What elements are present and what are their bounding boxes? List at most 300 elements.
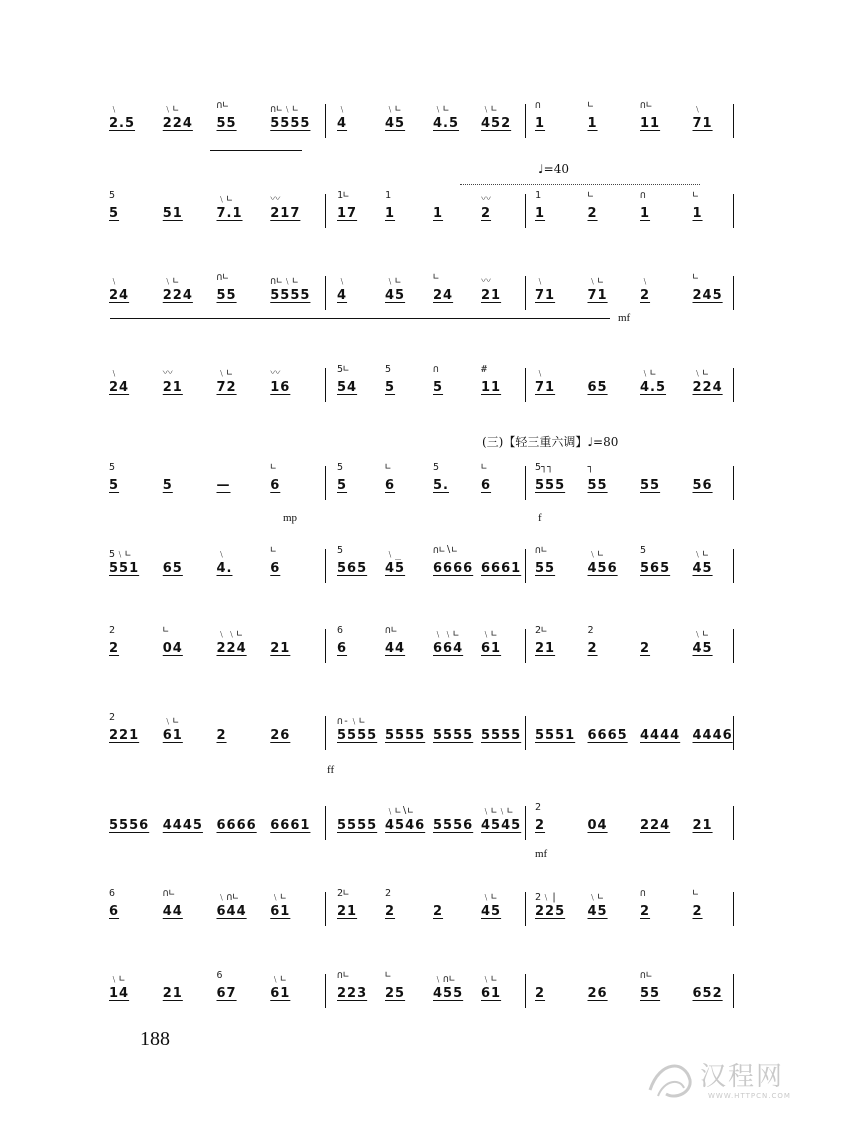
- note-group: 26: [270, 728, 291, 743]
- note-group: 71: [535, 288, 556, 303]
- note-group: 456: [587, 561, 618, 576]
- note-group: 04: [587, 818, 608, 833]
- watermark-text: 汉程网: [700, 1062, 785, 1092]
- note-group: 6: [270, 561, 281, 576]
- ornament-mark: 6: [216, 970, 223, 981]
- bar-line: [525, 974, 526, 1008]
- ornament-mark: ∟: [481, 462, 488, 473]
- bar-line: [325, 974, 326, 1008]
- note-group: 223: [337, 986, 368, 1001]
- score-measure: [333, 802, 525, 846]
- note-group: 04: [162, 641, 183, 656]
- note-group: 21: [692, 818, 713, 833]
- note-group: 2: [109, 641, 120, 656]
- ornament-mark: ﹨∟: [640, 368, 657, 379]
- note-group: —: [216, 478, 231, 493]
- ornament-mark: ﹨∟: [587, 276, 604, 287]
- bar-line: [525, 549, 526, 583]
- note-group: 5551: [535, 728, 576, 743]
- score-system: [105, 462, 745, 506]
- bar-line: [325, 629, 326, 663]
- ornament-mark: ﹨∟: [270, 892, 287, 903]
- score-measure: [333, 462, 525, 506]
- ornament-mark: ﹨∟﹨∟: [481, 806, 514, 817]
- note-group: 71: [587, 288, 608, 303]
- ornament-mark: ∟: [587, 190, 594, 201]
- note-group: 4546: [385, 818, 426, 833]
- note-group: 24: [109, 380, 130, 395]
- note-group: 61: [270, 904, 291, 919]
- score-measure: [105, 545, 320, 589]
- bar-line: [733, 974, 734, 1008]
- note-group: 5.: [433, 478, 449, 493]
- crescendo-line-2: [210, 150, 302, 151]
- note-group: 21: [535, 641, 556, 656]
- ornament-mark: ﹨∟∖∟: [385, 806, 414, 817]
- note-group: 16: [270, 380, 291, 395]
- note-group: 45: [385, 288, 406, 303]
- ornament-mark: ∟: [385, 970, 392, 981]
- ornament-mark: 2: [109, 712, 116, 723]
- note-group: 17: [337, 206, 358, 221]
- ornament-mark: ﹨∟: [385, 104, 402, 115]
- score-measure: [333, 190, 525, 234]
- ornament-mark: ﹨∟: [162, 276, 179, 287]
- ornament-mark: 〰: [481, 194, 491, 205]
- score-measure: [105, 364, 320, 408]
- ornament-mark: ∟: [692, 888, 699, 899]
- ornament-mark: 2: [385, 888, 392, 899]
- score-measure: [333, 364, 525, 408]
- score-measure: [105, 100, 320, 144]
- score-measure: [531, 970, 741, 1014]
- note-group: 21: [481, 288, 502, 303]
- note-group: 4545: [481, 818, 522, 833]
- bar-line: [525, 276, 526, 310]
- note-group: 2: [640, 641, 651, 656]
- bar-line: [525, 104, 526, 138]
- ornament-mark: 5: [640, 545, 647, 556]
- bar-line: [733, 549, 734, 583]
- note-group: 21: [162, 986, 183, 1001]
- bar-line: [525, 629, 526, 663]
- note-group: 71: [692, 116, 713, 131]
- note-group: 45: [481, 904, 502, 919]
- ornament-mark: ∟: [270, 462, 277, 473]
- score-measure: [531, 190, 741, 234]
- ornament-mark: ﹨: [535, 276, 545, 287]
- note-group: 565: [337, 561, 368, 576]
- note-group: 26: [587, 986, 608, 1001]
- ornament-mark: ﹨∟: [270, 974, 287, 985]
- ornament-mark: ∩∟: [640, 100, 653, 111]
- note-group: 2: [535, 818, 546, 833]
- ornament-mark: ﹨∟: [481, 892, 498, 903]
- ornament-mark: 5: [109, 190, 116, 201]
- note-group: 61: [270, 986, 291, 1001]
- note-group: 2.5: [109, 116, 136, 131]
- bar-line: [325, 104, 326, 138]
- bar-line: [733, 629, 734, 663]
- note-group: 5: [109, 206, 120, 221]
- ornament-mark: ﹨∟: [216, 368, 233, 379]
- note-group: 5555: [337, 818, 378, 833]
- bar-line: [525, 892, 526, 926]
- score-measure: [105, 190, 320, 234]
- note-group: 54: [337, 380, 358, 395]
- note-group: 5556: [433, 818, 474, 833]
- ornament-mark: 5: [337, 462, 344, 473]
- bar-line: [733, 466, 734, 500]
- note-group: 11: [640, 116, 661, 131]
- note-group: 217: [270, 206, 301, 221]
- score-measure: [333, 545, 525, 589]
- note-group: 71: [535, 380, 556, 395]
- ornament-mark: ∟: [385, 462, 392, 473]
- note-group: 6: [337, 641, 348, 656]
- note-group: 5555: [433, 728, 474, 743]
- ornament-mark: ﹨: [640, 276, 650, 287]
- bar-line: [525, 194, 526, 228]
- dynamic-f: f: [538, 512, 542, 524]
- section-heading: (三)【轻三重六调】♩=80: [482, 435, 619, 449]
- ornament-mark: 5: [337, 545, 344, 556]
- note-group: 6661: [270, 818, 311, 833]
- ornament-mark: 5﹨∟: [109, 549, 132, 560]
- ornament-mark: 1: [385, 190, 392, 201]
- ornament-mark: 6: [337, 625, 344, 636]
- note-group: 61: [162, 728, 183, 743]
- ornament-mark: ∩∟: [385, 625, 398, 636]
- note-group: 1: [640, 206, 651, 221]
- score-measure: [531, 545, 741, 589]
- score-measure: [531, 462, 741, 506]
- ornament-mark: 2: [587, 625, 594, 636]
- bar-line: [733, 892, 734, 926]
- ornament-mark: ﹨: [337, 104, 347, 115]
- note-group: 67: [216, 986, 237, 1001]
- note-group: 25: [385, 986, 406, 1001]
- score-system: [105, 888, 745, 932]
- note-group: 5: [337, 478, 348, 493]
- note-group: 4.5: [433, 116, 460, 131]
- note-group: 224: [640, 818, 671, 833]
- score-measure: [105, 625, 320, 669]
- note-group: 5555: [270, 288, 311, 303]
- bar-line: [325, 194, 326, 228]
- note-group: 5: [385, 380, 396, 395]
- bar-line: [525, 716, 526, 750]
- ornament-mark: ∩∟: [535, 545, 548, 556]
- tempo-dotted-line: [460, 184, 700, 185]
- note-group: 45: [385, 561, 406, 576]
- ornament-mark: ﹨∩∟: [433, 974, 456, 985]
- ornament-mark: 2: [109, 625, 116, 636]
- ornament-mark: 2∟: [337, 888, 350, 899]
- ornament-mark: 〰: [270, 368, 281, 379]
- bar-line: [325, 892, 326, 926]
- ornament-mark: ﹨_: [385, 549, 402, 560]
- ornament-mark: 5∟: [337, 364, 350, 375]
- ornament-mark: ﹨: [535, 368, 545, 379]
- ornament-mark: ┐: [587, 462, 594, 473]
- note-group: 55: [535, 561, 556, 576]
- score-system: [105, 190, 745, 234]
- note-group: 2: [692, 904, 703, 919]
- score-measure: [333, 625, 525, 669]
- ornament-mark: ∩∟∖∟: [433, 545, 458, 556]
- note-group: 5: [433, 380, 444, 395]
- score-measure: [105, 712, 320, 756]
- note-group: 2: [640, 288, 651, 303]
- note-group: 24: [433, 288, 454, 303]
- score-measure: [333, 712, 525, 756]
- note-group: 5555: [385, 728, 426, 743]
- note-group: 44: [385, 641, 406, 656]
- score-measure: [333, 888, 525, 932]
- note-group: 5555: [337, 728, 378, 743]
- note-group: 4446: [692, 728, 733, 743]
- note-group: 2: [433, 904, 444, 919]
- ornament-mark: ﹨∟: [587, 892, 604, 903]
- note-group: 21: [162, 380, 183, 395]
- bar-line: [733, 806, 734, 840]
- score-measure: [531, 888, 741, 932]
- note-group: 56: [692, 478, 713, 493]
- bar-line: [733, 368, 734, 402]
- bar-line: [325, 549, 326, 583]
- score-measure: [105, 888, 320, 932]
- watermark: [640, 1050, 840, 1110]
- ornament-mark: 〰: [481, 276, 491, 287]
- score-system: [105, 100, 745, 144]
- note-group: 6: [109, 904, 120, 919]
- note-group: 21: [270, 641, 291, 656]
- note-group: 4445: [162, 818, 203, 833]
- note-group: 644: [216, 904, 247, 919]
- note-group: 1: [385, 206, 396, 221]
- note-group: 5: [162, 478, 173, 493]
- note-group: 224: [216, 641, 247, 656]
- bar-line: [325, 466, 326, 500]
- ornament-mark: ﹨∟: [692, 549, 709, 560]
- ornament-mark: ﹨: [109, 276, 119, 287]
- note-group: 7.1: [216, 206, 243, 221]
- note-group: 55: [216, 116, 237, 131]
- score-measure: [531, 802, 741, 846]
- ornament-mark: 〰: [162, 368, 173, 379]
- note-group: 11: [481, 380, 502, 395]
- score-system: [105, 364, 745, 408]
- note-group: 2: [216, 728, 227, 743]
- ornament-mark: ∩-﹨∟: [337, 716, 366, 727]
- score-system: [105, 712, 745, 756]
- note-group: 21: [337, 904, 358, 919]
- note-group: 45: [587, 904, 608, 919]
- ornament-mark: ﹨∟: [162, 716, 179, 727]
- bar-line: [325, 276, 326, 310]
- dynamic-mp: mp: [283, 512, 298, 524]
- dynamic-mf-2: mf: [535, 848, 548, 860]
- ornament-mark: ∩: [535, 100, 542, 111]
- ornament-mark: ∟: [433, 272, 440, 283]
- note-group: 45: [385, 116, 406, 131]
- ornament-mark: 2: [535, 802, 542, 813]
- note-group: 61: [481, 641, 502, 656]
- note-group: 2: [587, 206, 598, 221]
- score-system: [105, 545, 745, 589]
- note-group: 72: [216, 380, 237, 395]
- ornament-mark: ﹨∟: [216, 194, 233, 205]
- note-group: 555: [535, 478, 566, 493]
- ornament-mark: ∩∟: [162, 888, 175, 899]
- score-measure: [531, 100, 741, 144]
- ornament-mark: 5┐┐: [535, 462, 554, 473]
- note-group: 2: [640, 904, 651, 919]
- bar-line: [733, 716, 734, 750]
- note-group: 44: [162, 904, 183, 919]
- note-group: 1: [535, 116, 546, 131]
- ornament-mark: 6: [109, 888, 116, 899]
- ornament-mark: 5: [109, 462, 116, 473]
- note-group: 1: [587, 116, 598, 131]
- note-group: 2: [535, 986, 546, 1001]
- bar-line: [733, 276, 734, 310]
- note-group: 1: [433, 206, 444, 221]
- dynamic-mf-1: mf: [618, 312, 631, 324]
- ornament-mark: ∩: [433, 364, 440, 375]
- ornament-mark: ∩∟: [216, 272, 229, 283]
- ornament-mark: ﹨: [109, 104, 119, 115]
- note-group: 55: [640, 478, 661, 493]
- note-group: 24: [109, 288, 130, 303]
- ornament-mark: ∟: [692, 190, 699, 201]
- score-system: [105, 802, 745, 846]
- ornament-mark: ﹨∟: [587, 549, 604, 560]
- bar-line: [733, 194, 734, 228]
- tempo-marking-1: ♩=40: [538, 162, 569, 176]
- note-group: 245: [692, 288, 723, 303]
- note-group: 6666: [216, 818, 257, 833]
- note-group: 5555: [481, 728, 522, 743]
- ornament-mark: ﹨∟: [481, 104, 498, 115]
- ornament-mark: ﹨∩∟: [216, 892, 239, 903]
- note-group: 6: [481, 478, 492, 493]
- ornament-mark: ﹨∟: [162, 104, 179, 115]
- score-measure: [105, 272, 320, 316]
- score-measure: [333, 970, 525, 1014]
- ornament-mark: ﹨∟: [385, 276, 402, 287]
- note-group: 4.: [216, 561, 233, 576]
- note-group: 1: [535, 206, 546, 221]
- ornament-mark: #: [481, 364, 488, 375]
- ornament-mark: ﹨: [109, 368, 119, 379]
- ornament-mark: 1∟: [337, 190, 350, 201]
- note-group: 65: [162, 561, 183, 576]
- score-measure: [333, 272, 525, 316]
- score-system: [105, 272, 745, 316]
- note-group: 224: [162, 116, 193, 131]
- dynamic-ff: ff: [327, 764, 335, 776]
- score-measure: [531, 272, 741, 316]
- note-group: 4.5: [640, 380, 667, 395]
- note-group: 6661: [481, 561, 522, 576]
- ornament-mark: ∩: [640, 190, 647, 201]
- note-group: 224: [692, 380, 723, 395]
- bar-line: [325, 368, 326, 402]
- note-group: 4: [337, 116, 348, 131]
- ornament-mark: ﹨∟: [481, 974, 498, 985]
- score-measure: [531, 364, 741, 408]
- note-group: 452: [481, 116, 512, 131]
- note-group: 664: [433, 641, 464, 656]
- ornament-mark: ∟: [587, 100, 594, 111]
- ornament-mark: ∟: [692, 272, 699, 283]
- note-group: 14: [109, 986, 130, 1001]
- ornament-mark: 5: [433, 462, 440, 473]
- note-group: 2: [587, 641, 598, 656]
- note-group: 2: [385, 904, 396, 919]
- page-number: 188: [140, 1028, 170, 1050]
- ornament-mark: 〰: [270, 194, 281, 205]
- note-group: 45: [692, 641, 713, 656]
- score-measure: [105, 802, 320, 846]
- note-group: 1: [692, 206, 703, 221]
- ornament-mark: ﹨∟: [692, 629, 709, 640]
- watermark-logo-icon: [640, 1050, 700, 1110]
- ornament-mark: 2∟: [535, 625, 548, 636]
- score-measure: [333, 100, 525, 144]
- note-group: 51: [162, 206, 183, 221]
- bar-line: [525, 368, 526, 402]
- ornament-mark: 5: [385, 364, 392, 375]
- ornament-mark: ∟: [270, 545, 277, 556]
- note-group: 6665: [587, 728, 628, 743]
- ornament-mark: ∩∟: [216, 100, 229, 111]
- ornament-mark: 1: [535, 190, 542, 201]
- ornament-mark: ∩∟﹨∟: [270, 104, 299, 115]
- note-group: 565: [640, 561, 671, 576]
- note-group: 55: [216, 288, 237, 303]
- note-group: 2: [481, 206, 492, 221]
- ornament-mark: ﹨: [692, 104, 703, 115]
- score-measure: [105, 970, 320, 1014]
- bar-line: [733, 104, 734, 138]
- note-group: 4444: [640, 728, 681, 743]
- bar-line: [325, 716, 326, 750]
- note-group: 65: [587, 380, 608, 395]
- ornament-mark: ﹨∟: [692, 368, 709, 379]
- ornament-mark: ﹨∟: [481, 629, 498, 640]
- ornament-mark: ∩∟﹨∟: [270, 276, 299, 287]
- score-measure: [105, 462, 320, 506]
- score-system: [105, 970, 745, 1014]
- bar-line: [525, 806, 526, 840]
- ornament-mark: 2﹨∣: [535, 892, 558, 903]
- bar-line: [525, 466, 526, 500]
- note-group: 551: [109, 561, 140, 576]
- note-group: 5: [109, 478, 120, 493]
- watermark-url: WWW.HTTPCN.COM: [708, 1092, 791, 1100]
- note-group: 5555: [270, 116, 311, 131]
- note-group: 652: [692, 986, 723, 1001]
- note-group: 55: [640, 986, 661, 1001]
- note-group: 6: [385, 478, 396, 493]
- score-measure: [531, 712, 741, 756]
- score-system: [105, 625, 745, 669]
- note-group: 5556: [109, 818, 150, 833]
- ornament-mark: ﹨∟: [109, 974, 126, 985]
